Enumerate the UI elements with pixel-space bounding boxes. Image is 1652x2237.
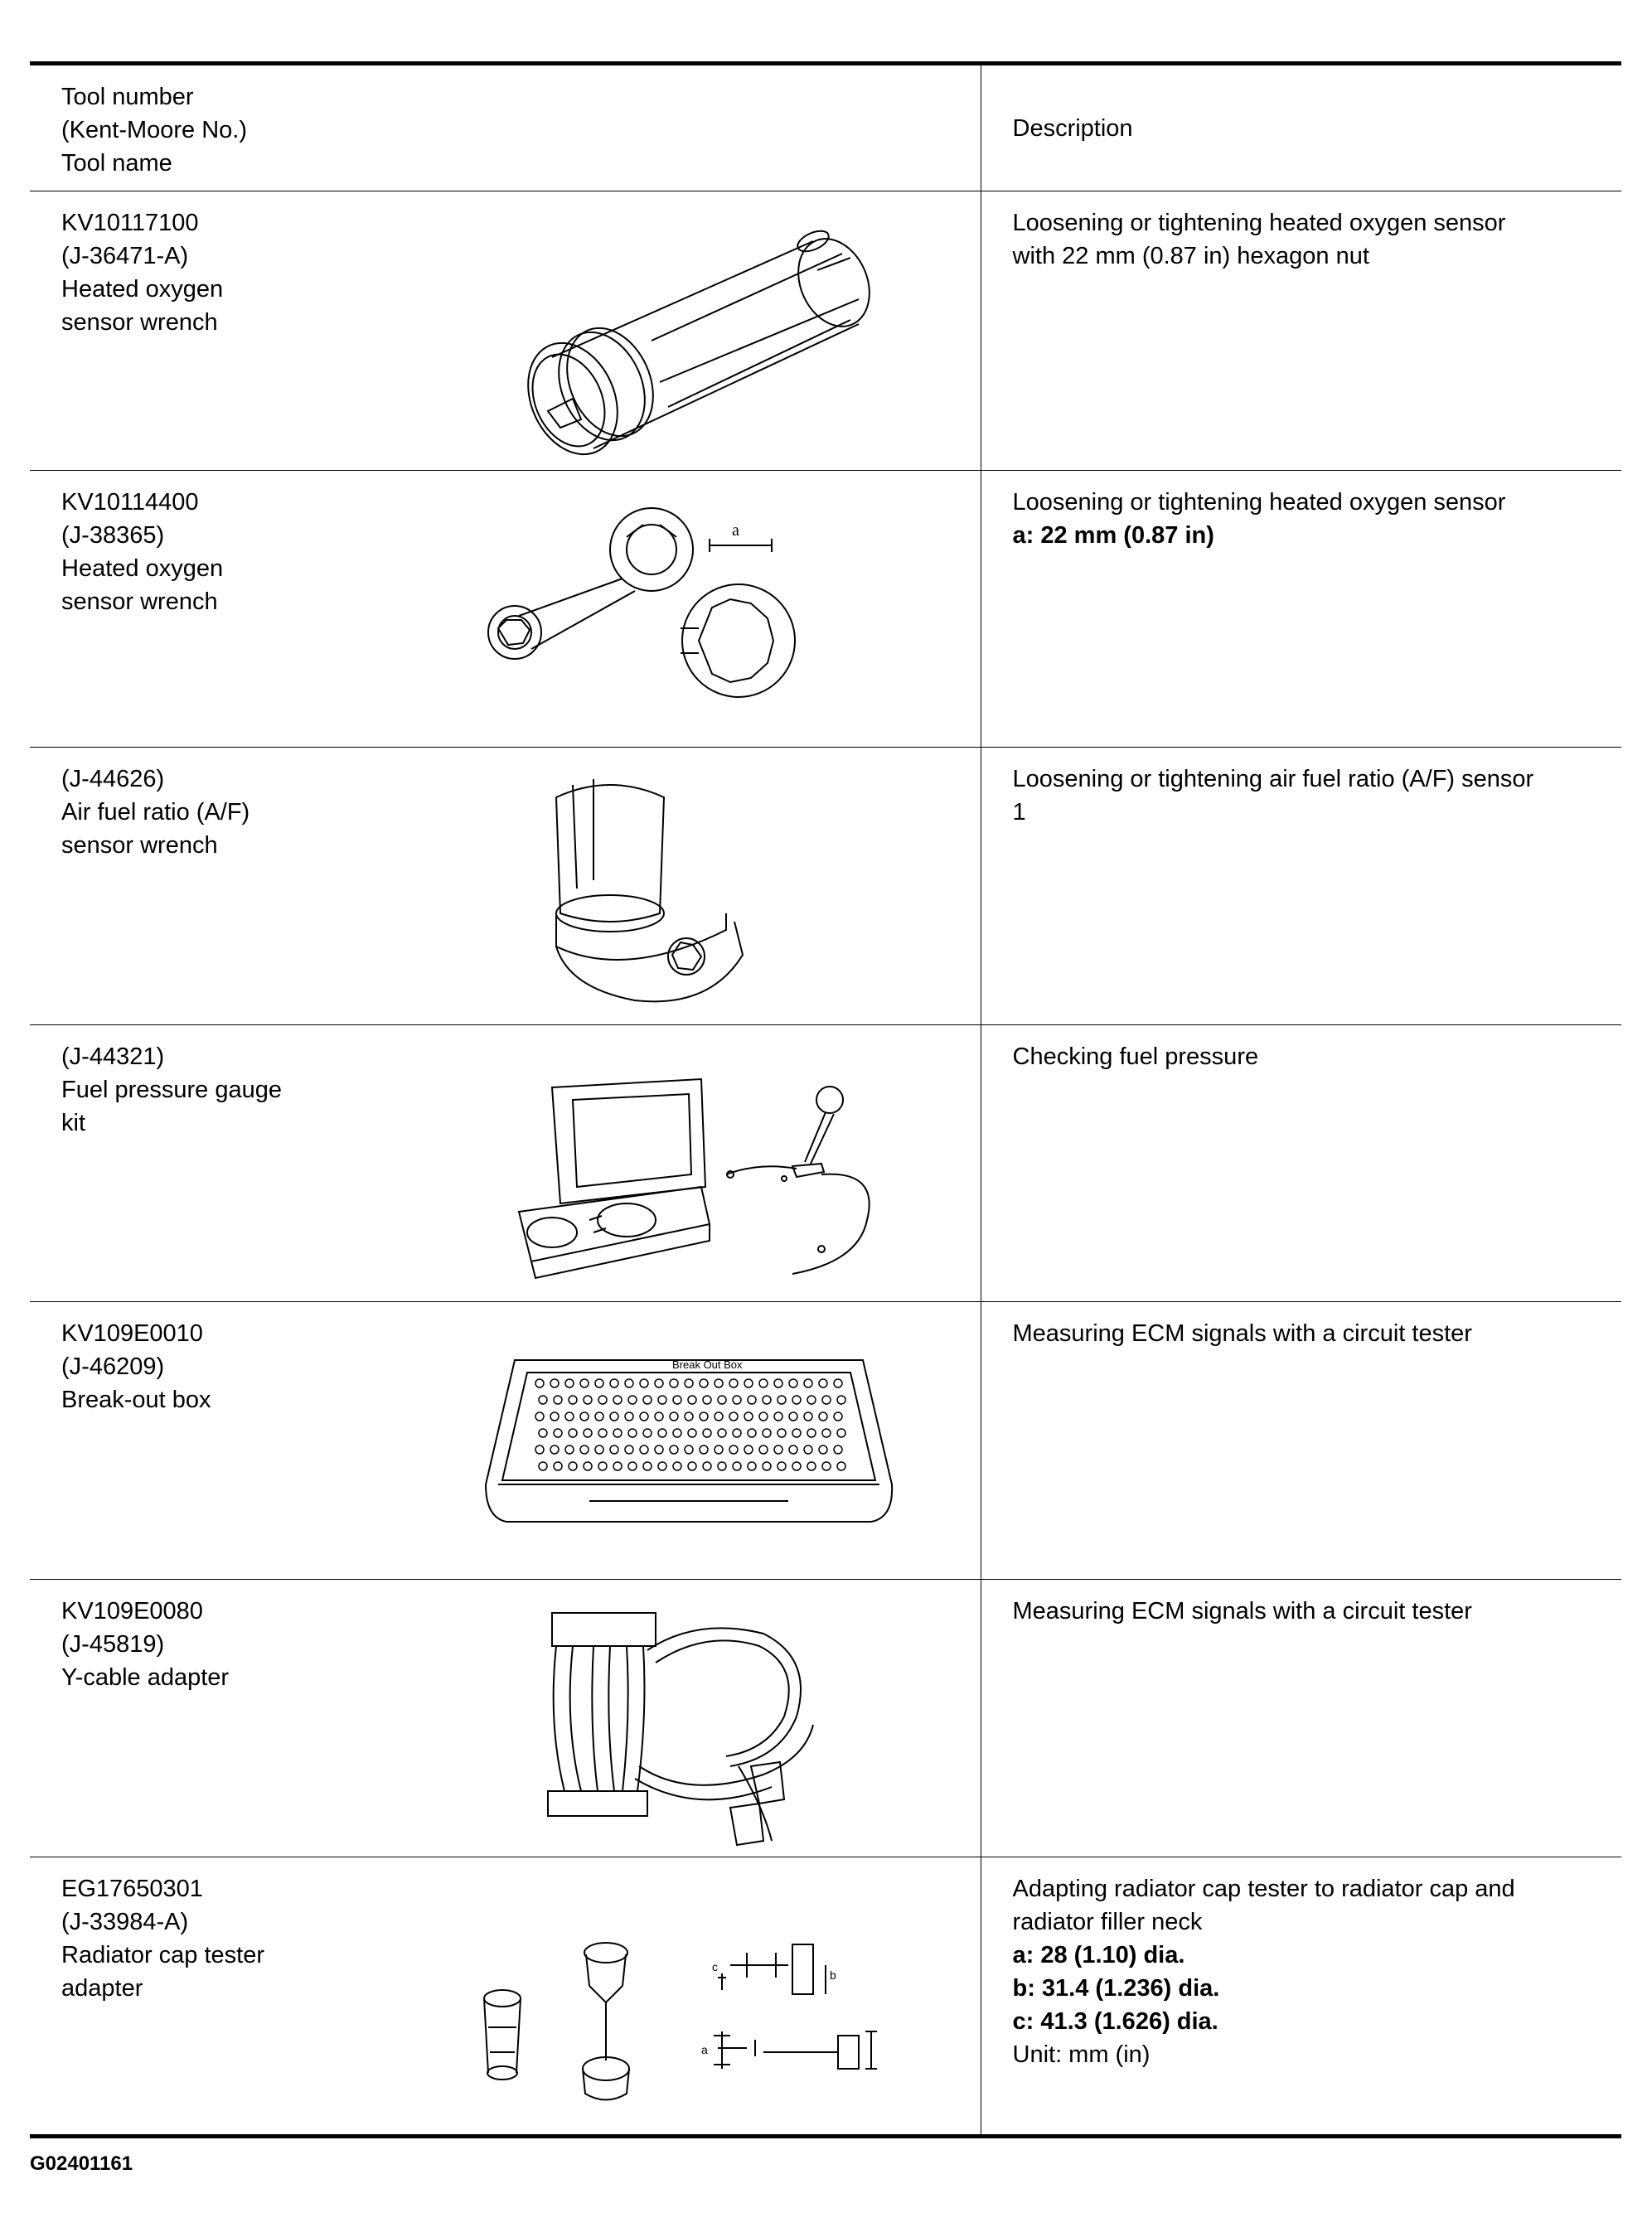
connector-pin-hole: [535, 1412, 544, 1421]
connector-pin-hole: [610, 1379, 618, 1387]
connector-pin-hole: [819, 1412, 827, 1421]
connector-pin-hole: [759, 1445, 768, 1454]
description-bold-line: a: 28 (1.10) dia.: [1012, 1941, 1185, 1968]
description: [981, 1025, 1622, 1073]
break-out-box-icon: [482, 1344, 896, 1551]
connector-pin-grid: [535, 1379, 845, 1470]
connector-pin-hole: [655, 1379, 663, 1387]
dimension-label-c: c: [712, 1959, 718, 1973]
flare-nut-wrench-icon: [482, 504, 879, 728]
connector-pin-hole: [625, 1412, 633, 1421]
connector-pin-hole: [565, 1379, 574, 1387]
description-unit-line: Unit: mm (in): [1012, 2041, 1151, 2068]
connector-pin-hole: [625, 1445, 633, 1454]
connector-pin-hole: [774, 1412, 782, 1421]
description: [981, 471, 1622, 552]
connector-pin-hole: [778, 1396, 786, 1404]
connector-pin-hole: [789, 1379, 797, 1387]
connector-pin-hole: [595, 1445, 603, 1454]
connector-pin-hole: [670, 1379, 678, 1387]
connector-pin-hole: [554, 1462, 562, 1470]
connector-pin-hole: [819, 1445, 827, 1454]
table-row: [30, 470, 1621, 747]
description-line: 1: [1012, 798, 1026, 826]
tool-cell: [30, 1024, 981, 1301]
description: [981, 1580, 1622, 1628]
connector-pin-hole: [715, 1379, 723, 1387]
connector-pin-hole: [673, 1429, 681, 1437]
connector-pin-hole: [539, 1462, 547, 1470]
description-bold-line: b: 31.4 (1.236) dia.: [1012, 1974, 1220, 2002]
connector-pin-hole: [718, 1429, 726, 1437]
connector-pin-hole: [598, 1396, 607, 1404]
connector-pin-hole: [744, 1445, 753, 1454]
header-tool-cell: [30, 65, 981, 191]
table-row: [30, 191, 1621, 470]
figure-id: G02401161: [30, 2152, 133, 2175]
connector-pin-hole: [822, 1429, 831, 1437]
connector-pin-hole: [565, 1412, 574, 1421]
connector-pin-hole: [804, 1379, 812, 1387]
connector-pin-hole: [733, 1462, 741, 1470]
connector-pin-hole: [834, 1412, 842, 1421]
connector-pin-hole: [792, 1429, 801, 1437]
tool-cell: [30, 470, 981, 747]
connector-pin-hole: [550, 1445, 559, 1454]
connector-pin-hole: [628, 1429, 637, 1437]
connector-pin-hole: [733, 1396, 741, 1404]
header-desc-label: Description: [1012, 115, 1133, 142]
connector-pin-hole: [718, 1396, 726, 1404]
dimension-label-a: a: [732, 521, 739, 540]
connector-pin-hole: [834, 1445, 842, 1454]
connector-pin-hole: [658, 1396, 666, 1404]
socket-wrench-icon: [502, 208, 875, 457]
table-row: [30, 1579, 1621, 1857]
connector-pin-hole: [613, 1396, 622, 1404]
connector-pin-hole: [535, 1379, 544, 1387]
connector-pin-hole: [804, 1445, 812, 1454]
connector-pin-hole: [700, 1412, 708, 1421]
connector-pin-hole: [613, 1462, 622, 1470]
connector-pin-hole: [688, 1462, 696, 1470]
connector-pin-hole: [763, 1429, 771, 1437]
connector-pin-hole: [569, 1429, 577, 1437]
tool-cell: [30, 191, 981, 470]
connector-pin-hole: [688, 1429, 696, 1437]
connector-pin-hole: [715, 1412, 723, 1421]
description-bold-line: a: 22 mm (0.87 in): [1012, 521, 1214, 549]
connector-pin-hole: [640, 1412, 648, 1421]
description-cell: [981, 1301, 1621, 1579]
connector-pin-hole: [759, 1379, 768, 1387]
description: [981, 748, 1622, 829]
af-sensor-wrench-icon: [544, 772, 776, 1013]
table-row: [30, 1857, 1621, 2134]
connector-pin-hole: [640, 1379, 648, 1387]
connector-pin-hole: [610, 1445, 618, 1454]
connector-pin-hole: [670, 1412, 678, 1421]
connector-pin-hole: [613, 1429, 622, 1437]
header-tool-label: Tool number (Kent-Moore No.) Tool name: [61, 84, 248, 177]
description: [981, 191, 1622, 273]
special-service-tools-table: [30, 61, 1621, 2138]
y-cable-adapter-icon: [531, 1600, 830, 1849]
tool-id-text: KV109E0080 (J-45819) Y-cable adapter: [61, 1597, 230, 1691]
description-cell: [981, 191, 1621, 470]
connector-pin-hole: [837, 1396, 845, 1404]
connector-pin-hole: [550, 1412, 559, 1421]
connector-pin-hole: [700, 1379, 708, 1387]
tool-cell: [30, 1579, 981, 1857]
connector-pin-hole: [610, 1412, 618, 1421]
connector-pin-hole: [643, 1462, 652, 1470]
connector-pin-hole: [658, 1462, 666, 1470]
connector-pin-hole: [685, 1412, 693, 1421]
connector-pin-hole: [807, 1462, 816, 1470]
description-line: Loosening or tightening heated oxygen sensor: [1012, 488, 1506, 516]
connector-pin-hole: [673, 1462, 681, 1470]
connector-pin-hole: [703, 1429, 711, 1437]
dimension-label-a: a: [701, 2042, 708, 2056]
connector-pin-hole: [598, 1429, 607, 1437]
connector-pin-hole: [792, 1462, 801, 1470]
radiator-cap-adapter-icon: [465, 1928, 896, 2110]
description-cell: [981, 747, 1621, 1024]
connector-pin-hole: [778, 1429, 786, 1437]
connector-pin-hole: [822, 1462, 831, 1470]
description-line: Measuring ECM signals with a circuit tester: [1012, 1597, 1472, 1624]
connector-pin-hole: [789, 1412, 797, 1421]
connector-pin-hole: [744, 1412, 753, 1421]
description-cell: [981, 1024, 1621, 1301]
tool-id-text: KV10114400 (J-38365) Heated oxygen sensor wrench: [61, 488, 224, 615]
connector-pin-hole: [643, 1429, 652, 1437]
description: [981, 1302, 1622, 1350]
connector-pin-hole: [748, 1396, 756, 1404]
connector-pin-hole: [819, 1379, 827, 1387]
connector-pin-hole: [595, 1412, 603, 1421]
connector-pin-hole: [598, 1462, 607, 1470]
connector-pin-hole: [584, 1462, 592, 1470]
connector-pin-hole: [748, 1462, 756, 1470]
break-out-box-label: Break Out Box: [672, 1358, 743, 1371]
tool-id-text: (J-44626) Air fuel ratio (A/F) sensor wrench: [61, 765, 250, 859]
connector-pin-hole: [837, 1429, 845, 1437]
bottom-rule: [30, 2134, 1621, 2138]
connector-pin-hole: [658, 1429, 666, 1437]
connector-pin-hole: [792, 1396, 801, 1404]
description-line: Checking fuel pressure: [1012, 1043, 1259, 1070]
connector-pin-hole: [554, 1396, 562, 1404]
connector-pin-hole: [748, 1429, 756, 1437]
connector-pin-hole: [763, 1396, 771, 1404]
tool-cell: [30, 1857, 981, 2134]
tool-cell: [30, 1301, 981, 1579]
description-cell: [981, 1579, 1621, 1857]
connector-pin-hole: [628, 1462, 637, 1470]
connector-pin-hole: [733, 1429, 741, 1437]
tools-table: [30, 65, 1621, 2134]
connector-pin-hole: [655, 1445, 663, 1454]
connector-pin-hole: [535, 1445, 544, 1454]
tool-id-text: (J-44321) Fuel pressure gauge kit: [61, 1043, 282, 1136]
description-line: Adapting radiator cap tester to radiator cap and: [1012, 1875, 1515, 1902]
connector-pin-hole: [628, 1396, 637, 1404]
table-row: [30, 747, 1621, 1024]
connector-pin-hole: [703, 1462, 711, 1470]
connector-pin-hole: [643, 1396, 652, 1404]
tool-id-text: KV10117100 (J-36471-A) Heated oxygen sensor wrench: [61, 209, 224, 336]
connector-pin-hole: [580, 1412, 589, 1421]
connector-pin-hole: [703, 1396, 711, 1404]
connector-pin-hole: [729, 1412, 738, 1421]
table-row: [30, 1024, 1621, 1301]
connector-pin-hole: [595, 1379, 603, 1387]
connector-pin-hole: [580, 1445, 589, 1454]
connector-pin-hole: [834, 1379, 842, 1387]
connector-pin-hole: [584, 1429, 592, 1437]
connector-pin-hole: [569, 1396, 577, 1404]
description-bold-line: c: 41.3 (1.626) dia.: [1012, 2007, 1218, 2035]
description-cell: [981, 1857, 1621, 2134]
fuel-gauge-kit-icon: [511, 1071, 892, 1286]
connector-pin-hole: [688, 1396, 696, 1404]
connector-pin-hole: [673, 1396, 681, 1404]
connector-pin-hole: [774, 1379, 782, 1387]
description-line: with 22 mm (0.87 in) hexagon nut: [1012, 242, 1369, 269]
connector-pin-hole: [569, 1462, 577, 1470]
description-line: Loosening or tightening heated oxygen sensor: [1012, 209, 1506, 236]
connector-pin-hole: [655, 1412, 663, 1421]
connector-pin-hole: [718, 1462, 726, 1470]
connector-pin-hole: [715, 1445, 723, 1454]
connector-pin-hole: [774, 1445, 782, 1454]
description-line: Loosening or tightening air fuel ratio (A/F) sensor: [1012, 765, 1534, 792]
connector-pin-hole: [584, 1396, 592, 1404]
connector-pin-hole: [539, 1429, 547, 1437]
connector-pin-hole: [729, 1445, 738, 1454]
connector-pin-hole: [539, 1396, 547, 1404]
connector-pin-hole: [744, 1379, 753, 1387]
table-row: [30, 1301, 1621, 1579]
tool-cell: [30, 747, 981, 1024]
header-desc-cell: [981, 65, 1621, 191]
description: [981, 1857, 1622, 2071]
connector-pin-hole: [554, 1429, 562, 1437]
connector-pin-hole: [685, 1379, 693, 1387]
description-cell: [981, 470, 1621, 747]
connector-pin-hole: [759, 1412, 768, 1421]
tool-id-text: KV109E0010 (J-46209) Break-out box: [61, 1319, 211, 1413]
connector-pin-hole: [640, 1445, 648, 1454]
description-line: Measuring ECM signals with a circuit tester: [1012, 1319, 1472, 1347]
connector-pin-hole: [670, 1445, 678, 1454]
connector-pin-hole: [778, 1462, 786, 1470]
tool-id-text: EG17650301 (J-33984-A) Radiator cap tester adapter: [61, 1875, 265, 2002]
connector-pin-hole: [807, 1429, 816, 1437]
description-line: radiator filler neck: [1012, 1908, 1203, 1935]
connector-pin-hole: [729, 1379, 738, 1387]
connector-pin-hole: [822, 1396, 831, 1404]
connector-pin-hole: [804, 1412, 812, 1421]
connector-pin-hole: [550, 1379, 559, 1387]
connector-pin-hole: [807, 1396, 816, 1404]
connector-pin-hole: [700, 1445, 708, 1454]
connector-pin-hole: [625, 1379, 633, 1387]
connector-pin-hole: [685, 1445, 693, 1454]
dimension-label-b: b: [830, 1968, 836, 1982]
connector-pin-hole: [580, 1379, 589, 1387]
table-header-row: [30, 65, 1621, 191]
connector-pin-hole: [565, 1445, 574, 1454]
connector-pin-hole: [837, 1462, 845, 1470]
connector-pin-hole: [789, 1445, 797, 1454]
connector-pin-hole: [763, 1462, 771, 1470]
